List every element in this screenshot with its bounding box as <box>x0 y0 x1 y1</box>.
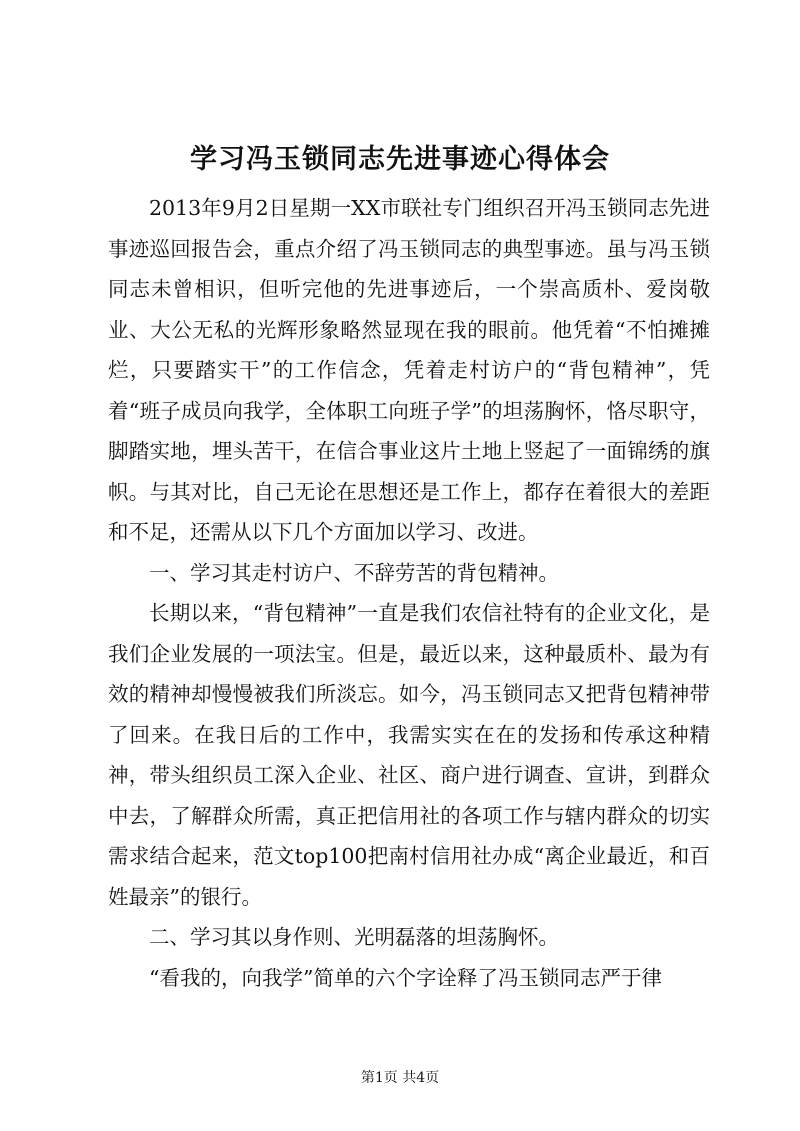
paragraph-intro: 2013年9月2日星期一XX市联社专门组织召开冯玉锁同志先进事迹巡回报告会，重点介绍了冯玉锁同志的典型事迹。虽与冯玉锁同志未曾相识，但听完他的先进事迹后，一个崇高质朴、爱岗敬业、大公无私的光辉形象略然显现在我的眼前。他凭着“不怕摊摊烂，只要踏实干”的工作信念，凭着走村访户的“背包精神”，凭着“班子成员向我学，全体职工向班子学”的坦荡胸怀，恪尽职守，脚踏实地，埋头苦干，在信合事业这片土地上竖起了一面锦绣的旗帜。与其对比，自己无论在思想还是工作上，都存在着很大的差距和不足，还需从以下几个方面加以学习、改进。 <box>108 196 710 544</box>
paragraph-section-1: 长期以来，“背包精神”一直是我们农信社特有的企业文化，是我们企业发展的一项法宝。但是，最近以来，这种最质朴、最为有效的精神却慢慢被我们所淡忘。如今，冯玉锁同志又把背包精神带了回来。在我日后的工作中，我需实实在在的发扬和传承这种精神，带头组织员工深入企业、社区、商户进行调查、宣讲，到群众中去，了解群众所需，真正把信用社的各项工作与辖内群众的切实需求结合起来，范文top100把南村信用社办成“离企业最近，和百姓最亲”的银行。 <box>108 601 710 909</box>
document-title: 学习冯玉锁同志先进事迹心得体会 <box>190 144 610 175</box>
page-footer: 第1页 共4页 <box>360 1070 440 1086</box>
document-body <box>108 188 710 998</box>
section-heading-1: 一、学习其走村访户、不辞劳苦的背包精神。 <box>149 560 559 585</box>
paragraph-section-2: “看我的，向我学”简单的六个字诠释了冯玉锁同志严于律 <box>149 965 662 990</box>
section-heading-2: 二、学习其以身作则、光明磊落的坦荡胸怀。 <box>149 925 559 949</box>
